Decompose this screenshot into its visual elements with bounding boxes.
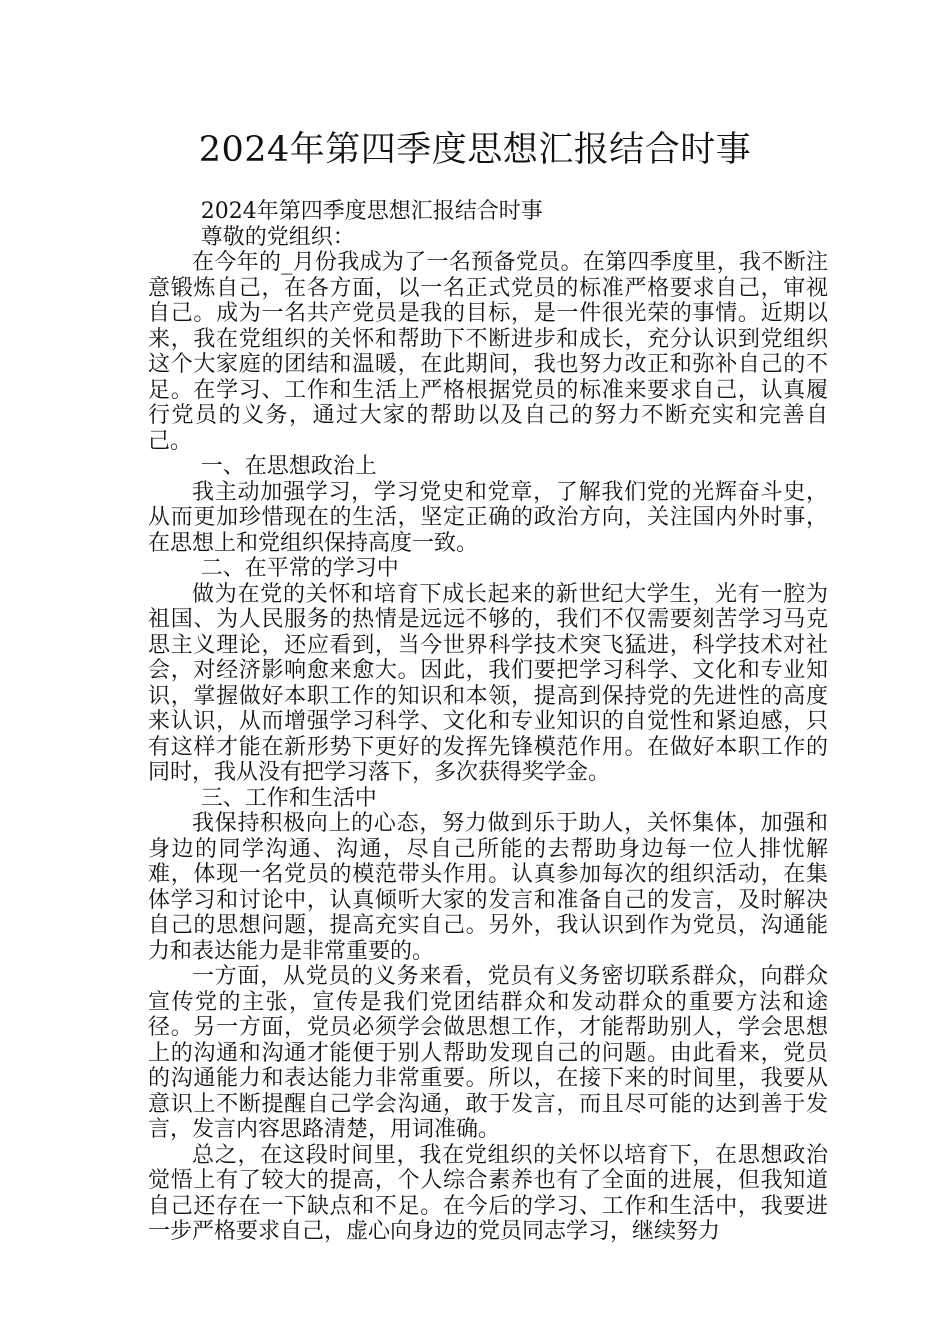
salutation: 尊敬的党组织： — [200, 224, 355, 250]
section-paragraph-work-life: 我保持积极向上的心态，努力做到乐于助人，关怀集体，加强和身边的同学沟通、沟通，尽自己所能的去帮助身边每一位人排忧解难，体现一名党员的模范带头作用。认真参加每次的组织活动，在集体学习和讨论中，认真倾听大家的发言和准备自己的发言，及时解决自己的思想问题，提高充实自己。另外，我认识到作为党员，沟通能力和表达能力是非常重要的。 — [148, 811, 828, 964]
conclusion-paragraph: 总之，在这段时间里，我在党组织的关怀以培育下，在思想政治觉悟上有了较大的提高，个人综合素养也有了全面的进展，但我知道自己还存在一下缺点和不足。在今后的学习、工作和生活中，我要进一步严格要求自己，虚心向身边的党员同志学习，继续努力 — [148, 1142, 828, 1244]
document-subtitle: 2024年第四季度思想汇报结合时事 — [200, 199, 543, 224]
document-body — [148, 199, 828, 1245]
section-paragraph-study: 做为在党的关怀和培育下成长起来的新世纪大学生，光有一腔为祖国、为人民服务的热情是远远不够的，我们不仅需要刻苦学习马克思主义理论，还应看到，当今世界科学技术突飞猛进，科学技术对社会，对经济影响愈来愈大。因此，我们要把学习科学、文化和专业知识，掌握做好本职工作的知识和本领，提高到保持党的先进性的高度来认识，从而增强学习科学、文化和专业知识的自觉性和紧迫感，只有这样才能在新形势下更好的发挥先锋模范作用。在做好本职工作的同时，我从没有把学习落下，多次获得奖学金。 — [148, 581, 828, 785]
document-title: 2024年第四季度思想汇报结合时事 — [198, 130, 752, 170]
intro-paragraph: 在今年的_月份我成为了一名预备党员。在第四季度里，我不断注意锻炼自己，在各方面，以一名正式党员的标准严格要求自己，审视自己。成为一名共产党员是我的目标，是一件很光荣的事情。近期以来，我在党组织的关怀和帮助下不断进步和成长，充分认识到党组织这个大家庭的团结和温暖，在此期间，我也努力改正和弥补自己的不足。在学习、工作和生活上严格根据党员的标准来要求自己，认真履行党员的义务，通过大家的帮助以及自己的努力不断充实和完善自己。 — [148, 250, 828, 454]
section-paragraph-political: 我主动加强学习，学习党史和党章，了解我们党的光辉奋斗史，从而更加珍惜现在的生活，坚定正确的政治方向，关注国内外时事，在思想上和党组织保持高度一致。 — [148, 479, 828, 556]
communication-paragraph: 一方面，从党员的义务来看，党员有义务密切联系群众，向群众宣传党的主张，宣传是我们党团结群众和发动群众的重要方法和途径。另一方面，党员必须学会做思想工作，才能帮助别人，学会思想上的沟通和沟通才能便于别人帮助发现自己的问题。由此看来，党员的沟通能力和表达能力非常重要。所以，在接下来的时间里，我要从意识上不断提醒自己学会沟通，敢于发言，而且尽可能的达到善于发言，发言内容思路清楚，用词准确。 — [148, 964, 828, 1142]
section-heading-work-life: 三、工作和生活中 — [200, 785, 377, 811]
section-heading-study: 二、在平常的学习中 — [200, 556, 399, 581]
section-heading-political: 一、在思想政治上 — [200, 454, 377, 479]
